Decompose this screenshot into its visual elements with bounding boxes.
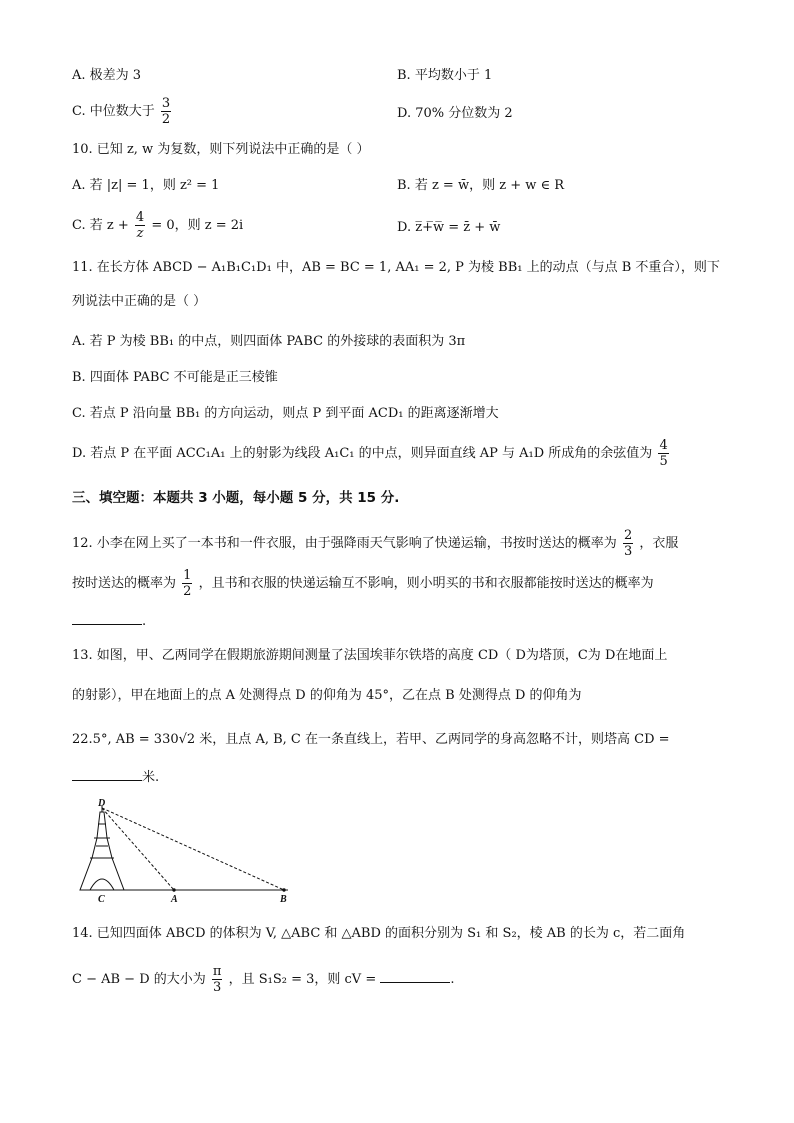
q11-option-d-text: D. 若点 P 在平面 ACC₁A₁ 上的射影为线段 A₁C₁ 的中点，则异面直线 AP 与 A₁D 所成角的余弦值为 (72, 446, 653, 461)
q11-option-d (72, 438, 671, 469)
sight-line-b (102, 808, 284, 890)
denominator: 2 (161, 112, 171, 127)
tower-icon (80, 806, 124, 890)
answer-blank[interactable] (72, 766, 142, 781)
q10-option-c-tail: = 0，则 z = 2i (151, 218, 244, 233)
denominator: z (136, 226, 144, 241)
q11-stem-line2: 列说法中正确的是（ ） (72, 294, 207, 309)
q12-period: . (142, 614, 147, 629)
q13-line3: 22.5°, AB = 330√2 米，且点 A, B, C 在一条直线上，若甲、乙两同学的身高忽略不计，则塔高 CD = (72, 732, 670, 747)
q14-line1: 14. 已知四面体 ABCD 的体积为 V, △ABC 和 △ABD 的面积分别为 S₁ 和 S₂，棱 AB 的长为 c，若二面角 (72, 926, 686, 941)
numerator: 4 (135, 210, 145, 225)
q11-option-c: C. 若点 P 沿向量 BB₁ 的方向运动，则点 P 到平面 ACD₁ 的距离逐渐增大 (72, 406, 499, 421)
q9-option-c-text: C. 中位数大于 (72, 104, 155, 119)
q12-line2-text: 按时送达的概率为 (72, 576, 177, 591)
fraction-pi-3 (212, 964, 223, 995)
q9-option-c (72, 96, 173, 127)
q14-period: . (450, 972, 455, 987)
q12-line2-tail: ，且书和衣服的快递运输互不影响，则小明买的书和衣服都能按时送达的概率为 (198, 576, 654, 591)
denominator: 3 (623, 544, 633, 559)
fraction-4-5 (658, 438, 668, 469)
q10-stem: 10. 已知 z, w 为复数，则下列说法中正确的是（ ） (72, 142, 370, 157)
label-c: C (98, 894, 105, 904)
q10-option-c-text: C. 若 z + (72, 218, 129, 233)
fraction-2-3 (623, 528, 633, 559)
q11-stem-line1: 11. 在长方体 ABCD − A₁B₁C₁D₁ 中，AB = BC = 1, AA₁ = 2, P 为棱 BB₁ 上的动点（与点 B 不重合），则下 (72, 260, 720, 275)
fraction-3-2 (161, 96, 171, 127)
numerator: 3 (161, 96, 171, 111)
denominator: 3 (213, 980, 222, 995)
q9-option-d: D. 70% 分位数为 2 (397, 106, 513, 121)
label-b: B (280, 894, 287, 904)
q13-line2: 的射影），甲在地面上的点 A 处测得点 D 的仰角为 45°，乙在点 B 处测得点 D 的仰角为 (72, 688, 582, 703)
numerator: π (212, 964, 222, 979)
q12-line1-text: 12. 小李在网上买了一本书和一件衣服，由于强降雨天气影响了快递运输，书按时送达的概率为 (72, 536, 617, 551)
q10-option-d: D. z̅+̅w̅ = z̄ + w̄ (397, 220, 501, 235)
q13-unit: 米. (142, 770, 160, 785)
q14-line2-tail: ，且 S₁S₂ = 3，则 cV = (228, 972, 377, 987)
q11-option-a: A. 若 P 为棱 BB₁ 的中点，则四面体 PABC 的外接球的表面积为 3π (72, 334, 466, 349)
q10-option-b: B. 若 z = w̄，则 z + w ∈ R (397, 178, 565, 193)
q11-option-b: B. 四面体 PABC 不可能是正三棱锥 (72, 370, 278, 385)
q13-line1: 13. 如图，甲、乙两同学在假期旅游期间测量了法国埃菲尔铁塔的高度 CD（ D为塔顶，C为 D在地面上 (72, 648, 668, 663)
label-a: A (171, 894, 178, 904)
q10-option-a: A. 若 |z| = 1，则 z² = 1 (72, 178, 220, 193)
sight-line-a (102, 808, 174, 890)
eiffel-tower-figure (74, 798, 294, 904)
q12-line1 (72, 528, 678, 559)
denominator: 2 (183, 584, 192, 599)
answer-blank[interactable] (72, 610, 142, 625)
denominator: 5 (659, 454, 668, 469)
numerator: 2 (623, 528, 633, 543)
section-3-heading: 三、填空题：本题共 3 小题，每小题 5 分，共 15 分. (72, 490, 400, 506)
fraction-4-z (135, 210, 145, 241)
q14-line2-text: C − AB − D 的大小为 (72, 972, 206, 987)
q9-option-b: B. 平均数小于 1 (397, 68, 493, 83)
numerator: 1 (183, 568, 192, 583)
fraction-1-2 (182, 568, 192, 599)
q10-option-c (72, 210, 243, 241)
q14-line2 (72, 964, 455, 995)
q12-line1-tail: ，衣服 (639, 536, 679, 551)
label-d: D (98, 798, 106, 809)
q12-line2 (72, 568, 654, 599)
q13-line4 (72, 766, 159, 788)
q12-line3 (72, 610, 146, 632)
numerator: 4 (659, 438, 668, 453)
q9-option-a: A. 极差为 3 (72, 68, 142, 83)
answer-blank[interactable] (380, 968, 450, 983)
